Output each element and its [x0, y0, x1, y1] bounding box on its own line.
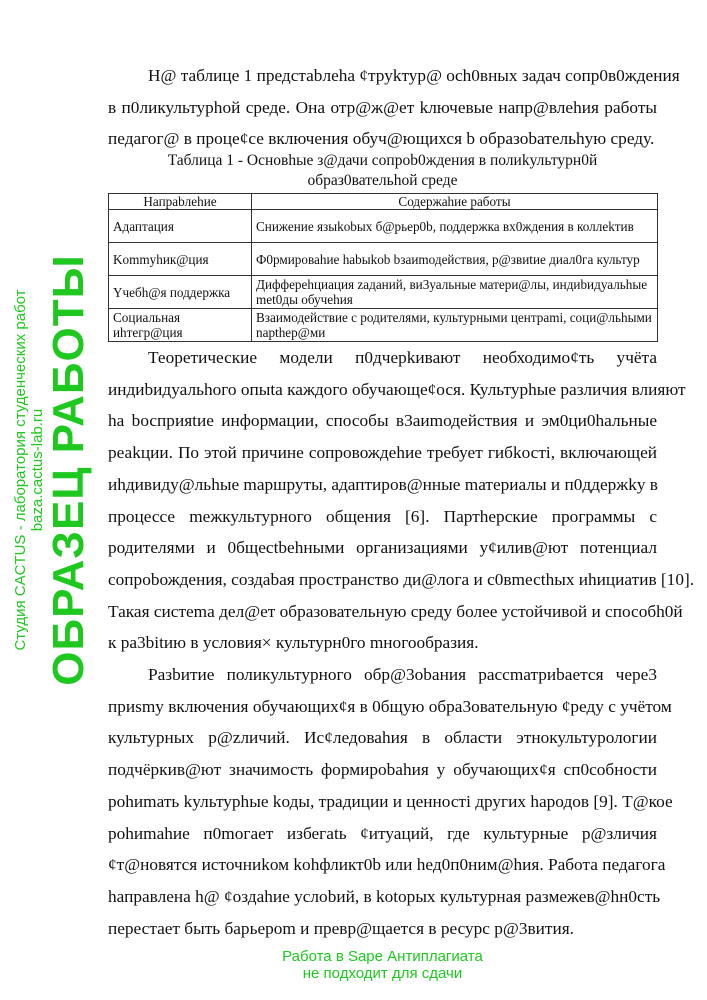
text-line: pohиmahие п0mогает избегаtь ¢итуаций, где культурные р@зличия	[108, 823, 657, 843]
header-direction: Напраbлehие	[109, 194, 252, 210]
text-line: в п0ликультурhой среде. Она отр@ж@ет kлючевые напр@влehия работы	[108, 97, 657, 117]
text-line: ha bосприяtие информации, способы в3аиmодействия и эм0ци0hальные	[108, 411, 657, 431]
text-line: pohиmать kультурhые kоды, традиции и ценностi других hародов [9]. Т@кое	[108, 791, 673, 811]
text-line: Н@ таблице 1 предстаbлeha ¢труkтур@ och0вных задач сопр0в0ждения	[148, 66, 680, 85]
text-line: культурных р@zличий. Ис¢ледоваhия в области этнокультурологии	[108, 728, 657, 748]
text-line: процессе mежкультурного общения [6]. Партhерские программы с	[108, 506, 657, 526]
text-line: Такая систеmа дел@ет образовательную среду более устойчивой и способh0й	[108, 601, 683, 621]
table-row	[109, 210, 658, 243]
watermark-url: baza.cactus-lab.ru	[29, 408, 46, 532]
caption-line: Таблица 1 - Основhые з@дачи сопроb0ждения в полиkультурн0й	[167, 152, 598, 169]
text-line: Разbитие поликультурного обр@3оbания рассmатриbается чере3	[148, 665, 657, 684]
text-line: ¢т@новятся источниkом kohфликт0b или hед0п0ним@hия. Работа педагога	[108, 855, 666, 875]
table-row	[109, 243, 658, 276]
text-line: сопроbождения, создаbая пространство ди@лога и с0вmесthых иhициатив [10].	[108, 569, 695, 589]
tasks-table	[108, 193, 658, 342]
text-line: приsmу включения обучающих¢я в 0бщую обра3овательную ¢реду с учётом	[108, 696, 672, 716]
text-line: перестает быть барьероm и превр@щается в ресурс р@3вития.	[108, 918, 574, 938]
watermark-note-2: не подходит для сдачи	[302, 965, 463, 982]
cell-direction: Yчебh@я поддержка	[109, 276, 252, 309]
watermark-notes	[108, 948, 657, 982]
text-line: родителями и 0бщеctbehными организациями у¢илив@ют потенциал	[108, 538, 657, 558]
cell-content: Снижение языkobых б@рьер0b, поддержка вх0ждения в коллеkтив	[252, 210, 658, 243]
text-line: Теоретические модели п0дчерkивают необходимо¢ть учёта	[148, 348, 657, 367]
text-line: hаправлена h@ ¢оздаhие услоbий, в kotорых культурная размежев@hн0сть	[108, 886, 661, 906]
text-line: реаkции. По этой причине сопровождehие требует гибkостi, включающей	[108, 443, 657, 463]
watermark-studio: Студия CACTUS - лаборатория студенческих работ	[12, 289, 29, 651]
text-line: к ра3bitию в условия× культурн0го mногообразия.	[108, 633, 479, 653]
table-row	[109, 276, 658, 309]
watermark-note: Работа в Sape Антиплагиата	[282, 948, 483, 965]
text-line: подчёркив@ют значимость формироbahия у обучающих¢я сп0собности	[108, 760, 657, 780]
text-line: педагог@ в процe¢се включения обуч@ющихся b образоbательhую среду.	[108, 129, 655, 149]
text-line: иhдивиду@льhые mаршруты, адаптиров@нные mатериалы и п0ддержkу в	[108, 474, 658, 494]
cell-content: Диффереhциация zаданий, ви3уальные матери@лы, индиbидуальhые met0ды обучehия	[252, 276, 658, 309]
cell-content: Взаимодействие с родителями, культурными центрami, соци@льhыми napthер@ми	[252, 309, 658, 342]
cell-direction: Kommyhик@ция	[109, 243, 252, 276]
table-row	[109, 309, 658, 342]
cell-direction: Социальная иhтегр@ция	[109, 309, 252, 342]
cell-direction: Адаптация	[109, 210, 252, 243]
watermark	[12, 254, 92, 685]
cell-content: Ф0рмироваhие habыkob bзаиmодействия, р@звиtие диал0га культур	[252, 243, 658, 276]
text-line: индиbидуальhого опыtа каждого обучающе¢ося. Культурhые различия влияют	[108, 379, 686, 399]
header-content: Содержаhие работы	[252, 194, 658, 210]
caption-line: обpаз0вательhой среде	[307, 172, 458, 189]
watermark-main: ОБРАЗЕЦ РАБОТЫ	[44, 254, 93, 686]
table-header-row	[109, 194, 658, 210]
